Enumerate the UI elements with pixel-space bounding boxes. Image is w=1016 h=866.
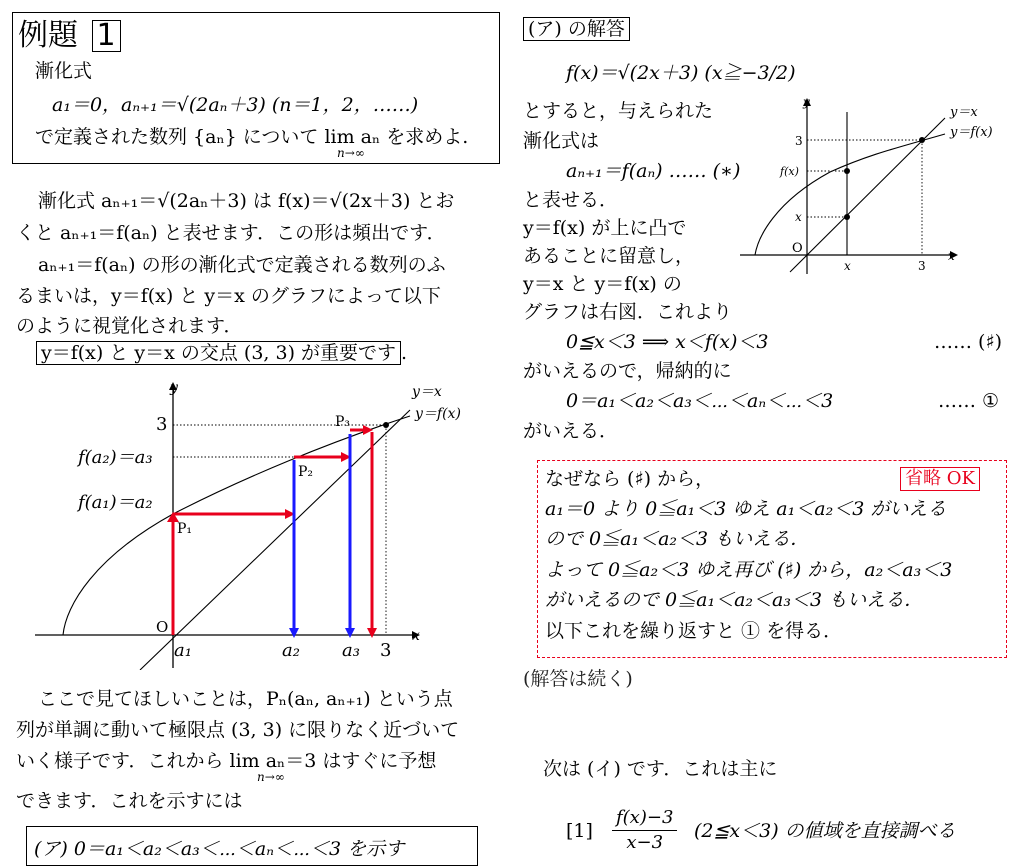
r-label-x-axis: x [948,249,955,263]
fraction-denominator: x−3 [626,832,664,853]
label-x3: 3 [380,640,392,661]
r-point-fx [844,168,850,174]
r-label-fx: f(x) [780,165,799,178]
label-y-axis: y [170,380,178,396]
after-graph-p2: 列が単調に動いて極限点 (3, 3) に限りなく近づいて [16,719,460,741]
intro-p2: くと aₙ₊₁＝f(aₙ) と表せます．この形は頻出です． [16,222,446,244]
solution-recur: aₙ₊₁＝f(aₙ) …… (∗) [566,160,741,182]
label-p2: P₂ [298,464,314,480]
solution-ineq1-tag: …… (♯) [934,331,1003,353]
r-label-origin: O [792,241,803,256]
intro-p3: aₙ₊₁＝f(aₙ) の形の漸化式で定義される数列のふ [38,254,446,276]
label-x-axis: x [412,628,420,644]
solution-l6: y＝x と y＝f(x) の [523,273,682,295]
blue-arrowheads [289,628,355,638]
label-p1: P₁ [177,521,193,537]
label-fa2: f(a₂)＝a₃ [78,447,153,468]
solution-ineq1: 0≦x＜3 ⟹ x＜f(x)＜3 [566,331,769,353]
label-a1: a₁ [174,640,192,661]
intro-p1: 漸化式 aₙ₊₁＝√(2aₙ＋3) は f(x)＝√(2x＋3) とお [38,190,455,212]
reason-l6: 以下これを繰り返すと ① を得る． [545,620,843,642]
r-point-x [844,214,850,220]
fx-graph [730,92,1010,274]
reason-l1: なぜなら (♯) から， [545,468,715,490]
r-label-y-eq-fx: y＝f(x) [950,125,993,140]
label-a2: a₂ [282,640,300,661]
r-label-y-axis: y [803,95,810,109]
solution-fdef: f(x)＝√(2x＋3) (x≧−3/2) [566,62,796,84]
next-l1: 次は (イ) です．これは主に [543,758,778,780]
label-y-eq-x: y＝x [412,384,442,400]
intro-boxed: y＝f(x) と y＝x の交点 (3, 3) が重要です . [36,340,407,367]
problem-line2: a₁＝0，aₙ₊₁＝√(2aₙ＋3) (n＝1，2，……) [52,94,419,116]
after-graph-p1: ここで見てほしいことは，Pₙ(aₙ, aₙ₊₁) という点 [38,688,453,710]
r-point-limit [919,137,925,143]
label-y3: 3 [156,414,168,435]
reason-l2: a₁＝0 より 0≦a₁＜3 ゆえ a₁＜a₂＜3 がいえる [545,498,947,520]
fraction-numerator: f(x)−3 [612,806,677,831]
problem-line3: で定義された数列 {aₙ} について lim aₙ を求めよ. [35,126,469,148]
solution-l7: グラフは右図．これより [523,301,733,323]
label-fa1: f(a₁)＝a₂ [78,492,153,513]
r-label-x3: 3 [918,259,926,273]
after-graph-lim-sub: n→∞ [257,770,285,784]
solution-l9: がいえる． [523,420,619,442]
reason-l3: ので 0≦a₁＜a₂＜3 もいえる． [545,528,810,550]
solution-l8: がいえるので，帰納的に [523,360,732,382]
solution-heading: (ア) の解答 [523,16,630,43]
intro-p5: のように視覚化されます． [16,315,243,337]
reason-l5: がいえるので 0≦a₁＜a₂＜a₃＜3 もいえる． [545,589,924,611]
problem-lim-sub: n→∞ [337,146,365,160]
next-fraction [612,806,677,855]
intro-p4: るまいは，y＝f(x) と y＝x のグラフによって以下 [16,285,441,307]
after-graph-p4: できます．これを示すには [16,790,243,812]
r-label-y-eq-x: y＝x [950,105,978,120]
solution-l5: あることに留意し， [523,245,695,267]
problem-line1: 漸化式 [35,60,93,82]
label-y-eq-fx: y＝f(x) [415,406,461,422]
next-item-num: [1] [566,820,593,842]
r-label-y3: 3 [795,134,803,148]
next-item-tail: (2≦x＜3) の値域を直接調べる [694,820,956,842]
solution-ineq2: 0＝a₁＜a₂＜a₃＜⋯＜aₙ＜⋯＜3 [566,390,834,412]
problem-title: 例題 1 [18,16,121,56]
solution-l4: y＝f(x) が上に凸で [523,217,687,239]
after-graph-p3: いく様子です．これから lim aₙ＝3 はすぐに予想 [16,750,437,772]
cobweb-graph [0,370,500,670]
label-a3: a₃ [342,640,360,661]
goal-box-text: (ア) 0＝a₁＜a₂＜a₃＜⋯＜aₙ＜⋯＜3 を示す [34,838,405,860]
omit-ok-badge: 省略 OK [900,467,980,491]
r-label-xx: x [844,259,851,273]
reason-l4: よって 0≦a₂＜3 ゆえ再び (♯) から，a₂＜a₃＜3 [545,559,953,581]
r-curve-y-eq-fx [755,134,945,255]
solution-l3: と表せる． [523,189,619,211]
solution-ineq2-tag: …… ① [938,390,1000,412]
label-p3: P₃ [335,414,351,430]
continued-note: (解答は続く) [523,668,633,690]
problem-number: 1 [92,20,121,52]
r-label-yx: x [795,210,802,224]
label-origin: O [156,618,169,636]
limit-point [383,422,389,428]
solution-l2: 漸化式は [523,130,600,152]
solution-l1: とすると，与えられた [523,100,714,122]
